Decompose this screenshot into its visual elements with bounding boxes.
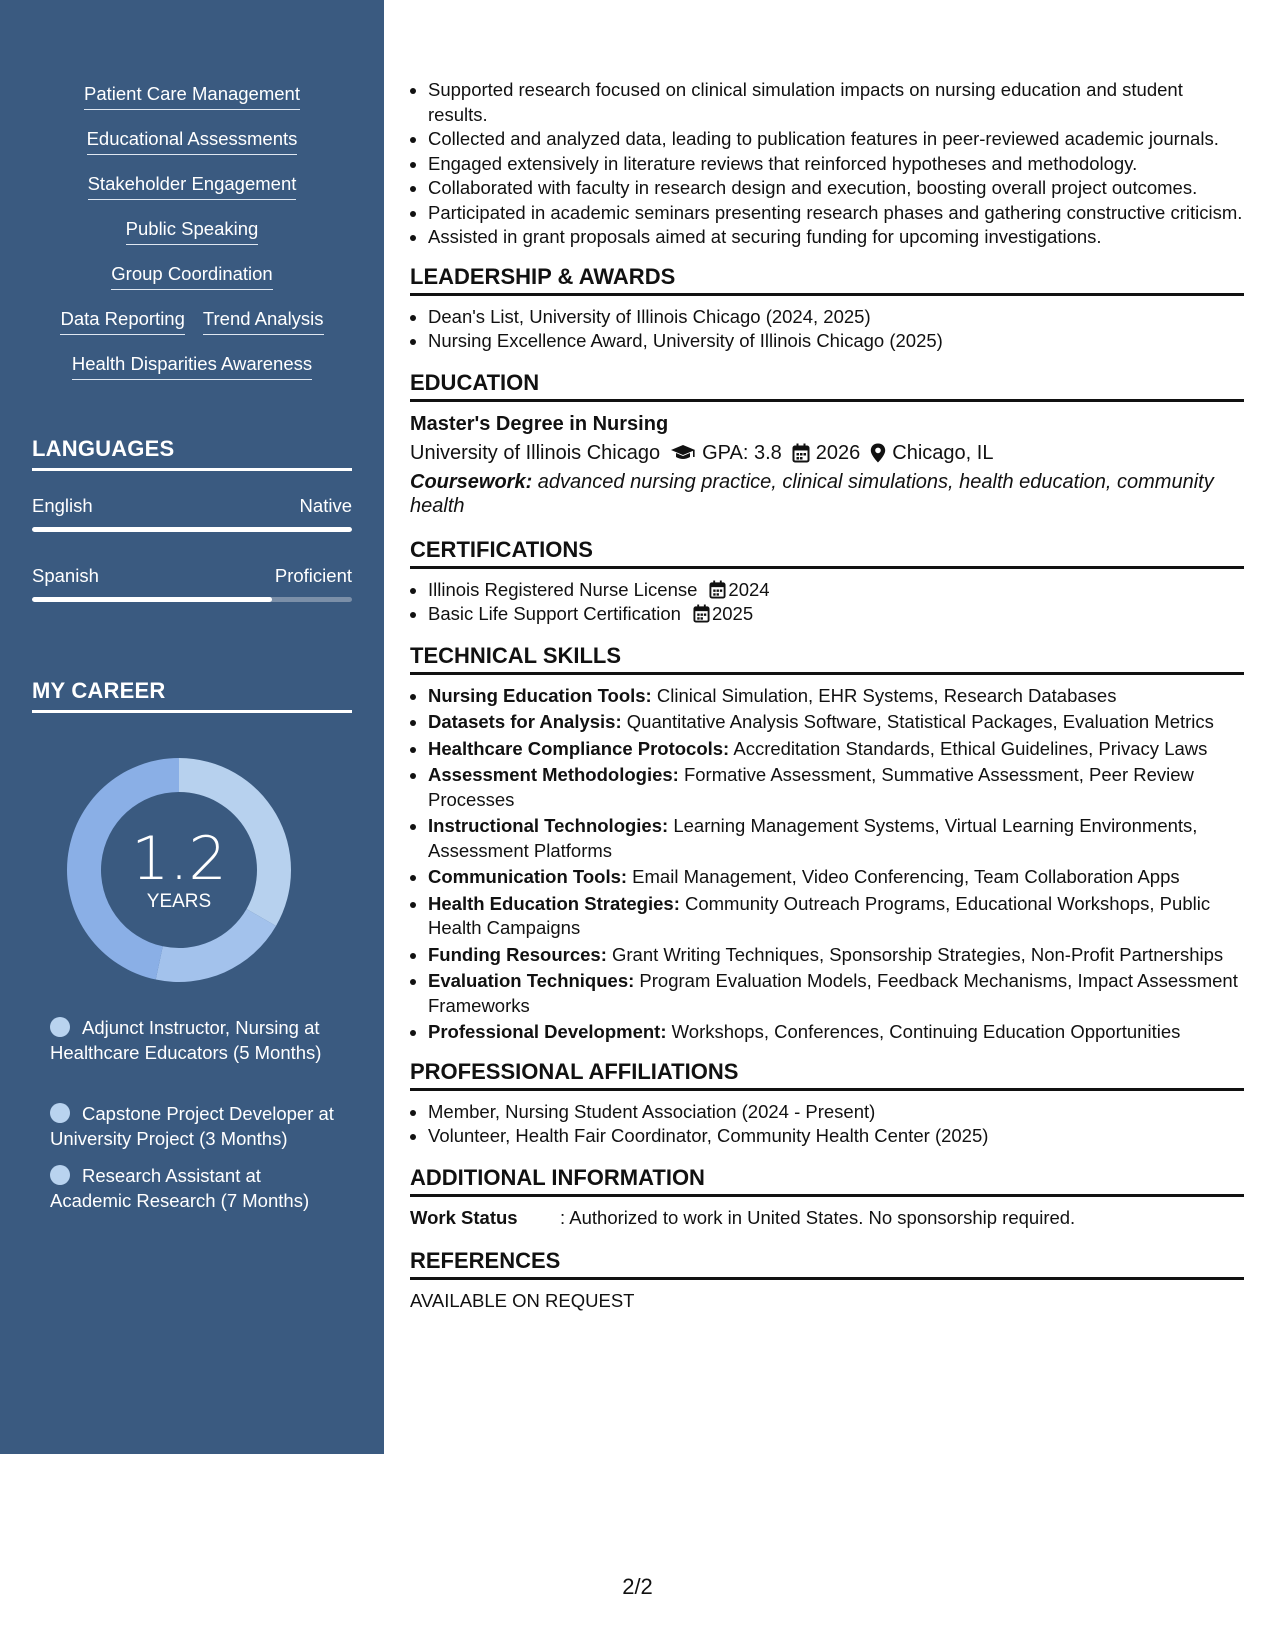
list-item: Evaluation Techniques: Program Evaluation Models, Feedback Mechanisms, Impact Assessment Frameworks	[410, 969, 1244, 1018]
language-level: Native	[299, 495, 352, 516]
language-english	[32, 494, 352, 532]
leadership-list	[410, 305, 1244, 354]
coursework-text: advanced nursing practice, clinical simulations, health education, community health	[410, 470, 1214, 517]
list-item: Nursing Education Tools: Clinical Simulation, EHR Systems, Research Databases	[410, 684, 1244, 709]
affiliations-list	[410, 1100, 1244, 1149]
additional-info-title: ADDITIONAL INFORMATION	[410, 1163, 1244, 1197]
research-bullets	[410, 78, 1244, 250]
work-status-label: Work Status	[410, 1206, 518, 1228]
career-years-value: 1.2	[131, 824, 227, 894]
list-item: Volunteer, Health Fair Coordinator, Community Health Center (2025)	[410, 1124, 1244, 1149]
list-item: Collected and analyzed data, leading to publication features in peer-reviewed academic journals.	[410, 127, 1244, 152]
list-item: Collaborated with faculty in research design and execution, boosting overall project outcomes.	[410, 176, 1244, 201]
skill-row	[0, 217, 384, 262]
page-number: 2/2	[622, 1574, 653, 1599]
main-content	[410, 78, 1244, 1314]
skill-tag: Public Speaking	[126, 217, 259, 245]
list-item: Professional Development: Workshops, Conferences, Continuing Education Opportunities	[410, 1020, 1244, 1045]
certifications-title: CERTIFICATIONS	[410, 535, 1244, 569]
career-item: Adjunct Instructor, Nursing at Healthcare Educators (5 Months)	[50, 1017, 322, 1063]
sidebar	[0, 0, 384, 1454]
list-item: Illinois Registered Nurse License 2024	[410, 578, 1244, 603]
affiliations-title: PROFESSIONAL AFFILIATIONS	[410, 1057, 1244, 1091]
skill-row	[0, 82, 384, 127]
skill-tag: Group Coordination	[111, 262, 272, 290]
list-item: Nursing Excellence Award, University of Illinois Chicago (2025)	[410, 329, 1244, 354]
career-dot-icon	[50, 1165, 70, 1185]
skill-tag: Stakeholder Engagement	[88, 172, 297, 200]
skills-list	[0, 82, 384, 397]
list-item: Engaged extensively in literature reviews that reinforced hypotheses and methodology.	[410, 152, 1244, 177]
school-name: University of Illinois Chicago	[410, 441, 661, 464]
career-years-unit: YEARS	[146, 891, 212, 912]
skill-row	[0, 307, 384, 352]
degree-title: Master's Degree in Nursing	[410, 412, 669, 435]
career-dot-icon	[50, 1103, 70, 1123]
skill-row	[0, 127, 384, 172]
career-item: Research Assistant at Academic Research (7 Months)	[50, 1165, 310, 1211]
language-name: English	[32, 495, 93, 516]
skill-tag: Patient Care Management	[84, 82, 300, 110]
coursework-label: Coursework:	[410, 470, 533, 493]
career-item: Capstone Project Developer at University Project (3 Months)	[50, 1103, 334, 1149]
skill-tag: Educational Assessments	[87, 127, 298, 155]
location-pin-icon	[870, 443, 886, 463]
calendar-icon	[792, 443, 810, 463]
technical-skills-list	[410, 684, 1244, 1045]
skill-row	[0, 352, 384, 397]
language-bar	[32, 527, 352, 532]
work-status-row	[410, 1206, 1244, 1231]
work-status-value: : Authorized to work in United States. No sponsorship required.	[560, 1206, 1076, 1228]
list-item: Dean's List, University of Illinois Chicago (2024, 2025)	[410, 305, 1244, 330]
list-item: Communication Tools: Email Management, Video Conferencing, Team Collaboration Apps	[410, 865, 1244, 890]
education-entry	[410, 411, 1244, 519]
list-item: Member, Nursing Student Association (2024 - Present)	[410, 1100, 1244, 1125]
calendar-icon	[693, 604, 710, 623]
donut-segment-1	[156, 909, 276, 982]
references-text: AVAILABLE ON REQUEST	[410, 1290, 635, 1311]
technical-skills-title: TECHNICAL SKILLS	[410, 641, 1244, 675]
list-item: Participated in academic seminars presenting research phases and gathering constructive criticism.	[410, 201, 1244, 226]
language-bar-fill	[32, 527, 352, 532]
list-item: Instructional Technologies: Learning Management Systems, Virtual Learning Environments, Assessment Platforms	[410, 814, 1244, 863]
list-item: Assisted in grant proposals aimed at securing funding for upcoming investigations.	[410, 225, 1244, 250]
graduation-cap-icon	[670, 444, 696, 462]
gpa: GPA: 3.8	[702, 441, 782, 464]
graduation-year: 2026	[815, 441, 861, 464]
list-item: Basic Life Support Certification 2025	[410, 602, 1244, 627]
skill-row	[0, 262, 384, 307]
education-title: EDUCATION	[410, 368, 1244, 402]
list-item: Funding Resources: Grant Writing Techniques, Sponsorship Strategies, Non-Profit Partnerships	[410, 943, 1244, 968]
skill-tag: Data Reporting	[60, 307, 184, 335]
education-meta	[410, 438, 1244, 468]
languages-title: LANGUAGES	[32, 434, 352, 471]
language-level: Proficient	[274, 565, 352, 586]
references-title: REFERENCES	[410, 1246, 1244, 1280]
language-spanish	[32, 564, 352, 602]
career-dot-icon	[50, 1017, 70, 1037]
skill-tag: Health Disparities Awareness	[72, 352, 312, 380]
coursework	[410, 470, 1244, 519]
skill-tag: Trend Analysis	[203, 307, 324, 335]
list-item: Health Education Strategies: Community Outreach Programs, Educational Workshops, Public Health Campaigns	[410, 892, 1244, 941]
calendar-icon	[709, 580, 726, 599]
list-item: Assessment Methodologies: Formative Assessment, Summative Assessment, Peer Review Processes	[410, 763, 1244, 812]
language-bar	[32, 597, 352, 602]
list-item: Healthcare Compliance Protocols: Accreditation Standards, Ethical Guidelines, Privacy Laws	[410, 737, 1244, 762]
school-location: Chicago, IL	[892, 441, 994, 464]
list-item: Supported research focused on clinical simulation impacts on nursing education and student results.	[410, 78, 1244, 127]
language-bar-fill	[32, 597, 272, 602]
language-name: Spanish	[32, 565, 99, 586]
list-item: Datasets for Analysis: Quantitative Analysis Software, Statistical Packages, Evaluation Metrics	[410, 710, 1244, 735]
career-title: MY CAREER	[32, 676, 352, 713]
leadership-title: LEADERSHIP & AWARDS	[410, 262, 1244, 296]
certifications-list	[410, 578, 1244, 627]
skill-row	[0, 172, 384, 217]
